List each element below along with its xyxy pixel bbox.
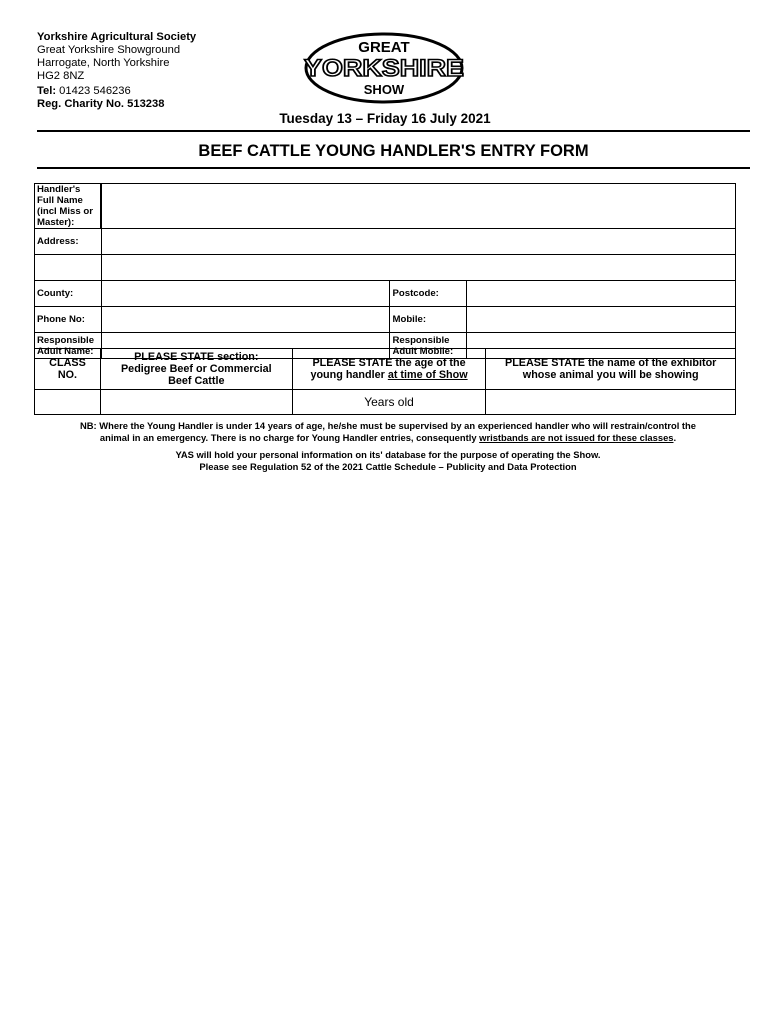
table-row xyxy=(35,349,736,390)
mobile-field[interactable] xyxy=(467,307,736,333)
logo-text-great: GREAT xyxy=(358,39,410,56)
responsible-adult-mobile-label: Responsible Adult Mobile: xyxy=(390,333,467,359)
form-title: BEEF CATTLE YOUNG HANDLER'S ENTRY FORM xyxy=(198,142,589,160)
data-protection-note: YAS will hold your personal information on its' database for the purpose of operating the Show. Please see Regulation 52 of the 2021 Cattle Schedule – Publicity and Data Protection xyxy=(175,449,601,472)
org-telephone xyxy=(37,85,196,98)
phone-field[interactable] xyxy=(101,307,389,333)
responsible-adult-name-label: Responsible Adult Name: xyxy=(35,333,102,359)
address-field-line-2[interactable] xyxy=(101,255,735,281)
exhibitor-name-field[interactable] xyxy=(486,390,736,415)
county-field[interactable] xyxy=(101,281,389,307)
tel-label: Tel: xyxy=(37,85,57,97)
org-address-line-1: Great Yorkshire Showground xyxy=(37,44,181,56)
postcode-label: Postcode: xyxy=(390,281,467,307)
table-row xyxy=(35,307,736,333)
address-label-blank xyxy=(35,255,102,281)
full-name-label: Handler's Full Name (incl Miss or Master): xyxy=(35,184,102,229)
table-row xyxy=(35,255,736,281)
table-row xyxy=(35,390,736,415)
org-postcode: HG2 8NZ xyxy=(37,70,85,82)
county-label: County: xyxy=(35,281,102,307)
logo-text-yorkshire: YORKSHIRE xyxy=(304,55,464,82)
class-entry-table xyxy=(34,348,736,415)
address-field-line-1[interactable] xyxy=(101,229,735,255)
class-no-header: CLASS NO. xyxy=(35,349,101,390)
class-no-field[interactable] xyxy=(35,390,101,415)
handler-details-table xyxy=(34,183,736,359)
mobile-label: Mobile: xyxy=(390,307,467,333)
phone-label: Phone No: xyxy=(35,307,102,333)
table-row xyxy=(35,184,736,229)
charity-number: Reg. Charity No. 513238 xyxy=(37,98,165,110)
tel-value: 01423 546236 xyxy=(59,85,131,97)
show-dates: Tuesday 13 – Friday 16 July 2021 xyxy=(279,111,491,126)
org-address-line-2: Harrogate, North Yorkshire xyxy=(37,57,170,69)
section-header: PLEASE STATE section: Pedigree Beef or Commercial Beef Cattle xyxy=(100,349,292,390)
years-old-text: Years old xyxy=(364,395,414,409)
organisation-address xyxy=(37,31,196,111)
table-row xyxy=(35,229,736,255)
age-field[interactable] xyxy=(292,390,486,415)
postcode-field[interactable] xyxy=(467,281,736,307)
supervision-note: NB: Where the Young Handler is under 14 years of age, he/she must be supervised by an experienced handler who will restrain/control the animal in an emergency. There is no charge for Young Handler entries, consequently wristbands are not issued for these classes. xyxy=(80,420,696,443)
age-header: PLEASE STATE the age of the young handler at time of Show xyxy=(292,349,486,390)
org-name: Yorkshire Agricultural Society xyxy=(37,31,197,43)
title-rule xyxy=(37,167,750,169)
full-name-field[interactable] xyxy=(101,184,735,229)
table-row xyxy=(35,281,736,307)
section-field[interactable] xyxy=(100,390,292,415)
exhibitor-header: PLEASE STATE the name of the exhibitor whose animal you will be showing xyxy=(486,349,736,390)
logo-text-show: SHOW xyxy=(363,82,405,97)
address-label: Address: xyxy=(35,229,102,255)
top-rule xyxy=(37,130,750,132)
great-yorkshire-show-logo xyxy=(298,32,470,104)
